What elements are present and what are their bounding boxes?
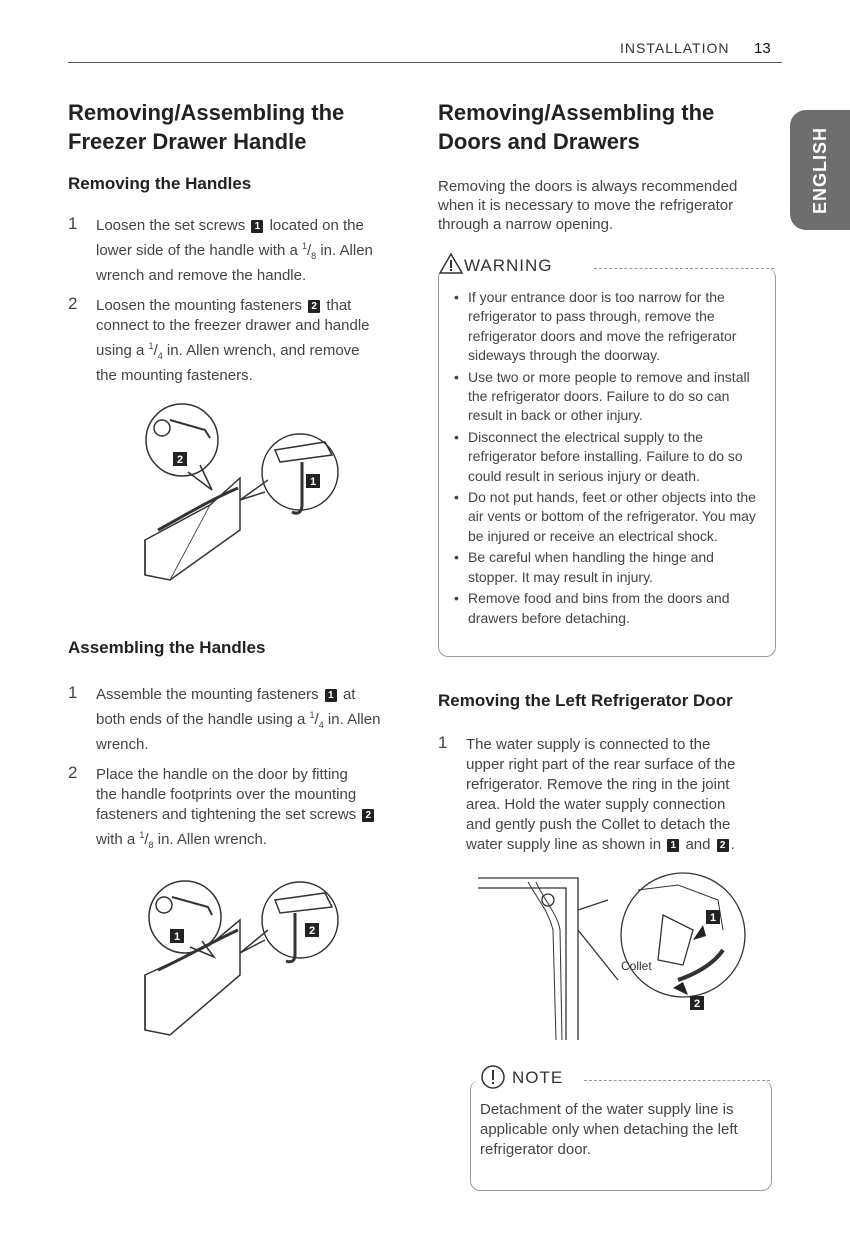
step-text: Place the handle on the door by fitting bbox=[96, 766, 348, 783]
callout-badge: 2 bbox=[308, 300, 320, 313]
right-title-line1: Removing/Assembling the bbox=[438, 100, 715, 125]
left-door-step-1: 1 The water supply is connected to the upper right part of the rear surface of the refrigerator. Remove the ring in the joint area. Hold the water supply connection and gently push the Collet to detach the water supply line as shown in 1 and 2 . bbox=[438, 733, 736, 853]
assembling-handle-illustration bbox=[140, 875, 360, 1045]
step-text: The water supply is connected to the bbox=[466, 736, 711, 753]
warning-item: • Disconnect the electrical supply to the refrigerator before installing. Failure to do so could result in serious injury or death. bbox=[446, 428, 766, 486]
removing-step-1: 1 Loosen the set screws 1 located on the lower side of the handle with a $^1/_8$ in. Allen wrench and remove the handle. bbox=[68, 214, 373, 284]
warning-list bbox=[446, 288, 766, 630]
callout-badge: 1 bbox=[667, 839, 679, 852]
step-text: the handle footprints over the mounting bbox=[96, 786, 357, 803]
step-text: in. Allen bbox=[316, 242, 373, 259]
warning-item: • Remove food and bins from the doors and drawers before detaching. bbox=[446, 589, 766, 628]
step-text: that bbox=[326, 297, 352, 314]
left-door-heading: Removing the Left Refrigerator Door bbox=[438, 691, 733, 710]
warning-item: • Use two or more people to remove and install the refrigerator doors. Failure to do so can result in back or other injury. bbox=[446, 368, 766, 426]
assembling-handles-heading: Assembling the Handles bbox=[68, 638, 266, 657]
language-tab bbox=[790, 110, 850, 230]
removing-handle-illustration bbox=[140, 400, 360, 585]
figure-callout: 1 bbox=[173, 931, 181, 943]
left-title bbox=[68, 98, 344, 156]
figure-callout: 1 bbox=[309, 476, 317, 488]
fraction-numerator: 1 bbox=[148, 341, 154, 351]
intro-line: when it is necessary to move the refrigerator bbox=[438, 197, 734, 214]
language-tab-label: ENGLISH bbox=[810, 126, 830, 214]
right-title bbox=[438, 98, 714, 156]
note-title: NOTE bbox=[512, 1068, 564, 1087]
intro-line: through a narrow opening. bbox=[438, 216, 614, 233]
step-text: at bbox=[342, 686, 356, 703]
step-text: in. Allen wrench. bbox=[153, 831, 267, 848]
step-number: 1 bbox=[68, 214, 78, 233]
collet-label: Collet bbox=[621, 959, 652, 973]
figure-callout: 1 bbox=[709, 912, 717, 924]
figure-callout: 2 bbox=[308, 925, 316, 937]
step-text: lower side of the handle with a bbox=[96, 242, 302, 259]
fraction-denominator: 4 bbox=[157, 351, 163, 361]
note-text: Detachment of the water supply line is applicable only when detaching the left refrigerator door. bbox=[480, 1101, 738, 1158]
intro-line: Removing the doors is always recommended bbox=[438, 178, 738, 195]
note-rule bbox=[584, 1080, 770, 1082]
step-text: wrench and remove the handle. bbox=[96, 267, 307, 284]
warning-title: WARNING bbox=[464, 256, 553, 275]
step-text: water supply line as shown in bbox=[466, 836, 662, 853]
removing-handles-heading: Removing the Handles bbox=[68, 174, 252, 193]
fraction-numerator: 1 bbox=[301, 241, 307, 251]
header-divider bbox=[68, 62, 782, 63]
figure-callout: 2 bbox=[693, 998, 701, 1010]
step-text: Assemble the mounting fasteners bbox=[96, 686, 319, 703]
warning-item: • Do not put hands, feet or other objects into the air vents or bottom of the refrigerator. You may be injured or receive an electrical shock. bbox=[446, 488, 766, 546]
warning-item: • If your entrance door is too narrow for the refrigerator to pass through, remove the refrigerator doors and move the refrigerator sideways through the doorway. bbox=[446, 288, 766, 366]
step-text: using a bbox=[96, 342, 149, 359]
callout-badge: 2 bbox=[717, 839, 729, 852]
step-text: the mounting fasteners. bbox=[96, 367, 253, 384]
step-text: and gently push the Collet to detach the bbox=[466, 816, 731, 833]
assembling-step-2: 2 Place the handle on the door by fitting the handle footprints over the mounting fasteners and tightening the set screws 2 with a $^1/_8$ in. Allen wrench. bbox=[68, 763, 418, 853]
callout-badge: 1 bbox=[325, 689, 337, 702]
step-text: Loosen the mounting fasteners bbox=[96, 297, 302, 314]
step-text: Loosen the set screws bbox=[96, 217, 246, 234]
step-text: wrench. bbox=[96, 736, 149, 753]
fraction-numerator: 1 bbox=[139, 830, 145, 840]
step-text: and bbox=[685, 836, 711, 853]
callout-badge: 2 bbox=[362, 809, 374, 822]
warning-item: • Be careful when handling the hinge and stopper. It may result in injury. bbox=[446, 548, 766, 587]
assembling-step-1: 1 Assemble the mounting fasteners 1 at both ends of the handle using a $^1/_4$ in. Allen wrench. bbox=[68, 683, 381, 753]
left-title-line2: Freezer Drawer Handle bbox=[68, 129, 307, 154]
fraction-denominator: 8 bbox=[311, 251, 317, 261]
step-text: located on the bbox=[269, 217, 364, 234]
doors-intro bbox=[438, 177, 778, 234]
step-number: 2 bbox=[68, 294, 78, 313]
step-text: area. Hold the water supply connection bbox=[466, 796, 726, 813]
step-text: in. Allen wrench, and remove bbox=[162, 342, 360, 359]
step-text: refrigerator. Remove the ring in the joint bbox=[466, 776, 730, 793]
step-number: 2 bbox=[68, 763, 78, 782]
warning-rule bbox=[594, 268, 774, 270]
step-text: in. Allen bbox=[323, 711, 381, 728]
step-text: both ends of the handle using a bbox=[96, 711, 310, 728]
step-number: 1 bbox=[68, 683, 78, 702]
right-title-line2: Doors and Drawers bbox=[438, 129, 640, 154]
step-text: upper right part of the rear surface of the bbox=[466, 756, 736, 773]
figure-callout: 2 bbox=[176, 454, 184, 466]
left-title-line1: Removing/Assembling the bbox=[68, 100, 345, 125]
step-number: 1 bbox=[438, 733, 448, 752]
fraction-denominator: 8 bbox=[148, 840, 154, 850]
page-number: 13 bbox=[754, 40, 771, 57]
warning-triangle-icon bbox=[438, 252, 464, 276]
fraction-denominator: 4 bbox=[318, 720, 324, 730]
water-supply-illustration bbox=[478, 870, 750, 1050]
removing-step-2: 2 Loosen the mounting fasteners 2 that connect to the freezer drawer and handle using a $^1/_4$ in. Allen wrench, and remove the mounting fasteners. bbox=[68, 294, 370, 384]
note-exclamation-icon bbox=[480, 1064, 506, 1090]
header-section: INSTALLATION bbox=[620, 40, 730, 56]
step-text: connect to the freezer drawer and handle bbox=[96, 317, 370, 334]
callout-badge: 1 bbox=[251, 220, 263, 233]
fraction-numerator: 1 bbox=[309, 710, 315, 720]
step-text: fasteners and tightening the set screws bbox=[96, 806, 357, 823]
step-text: with a bbox=[96, 831, 140, 848]
